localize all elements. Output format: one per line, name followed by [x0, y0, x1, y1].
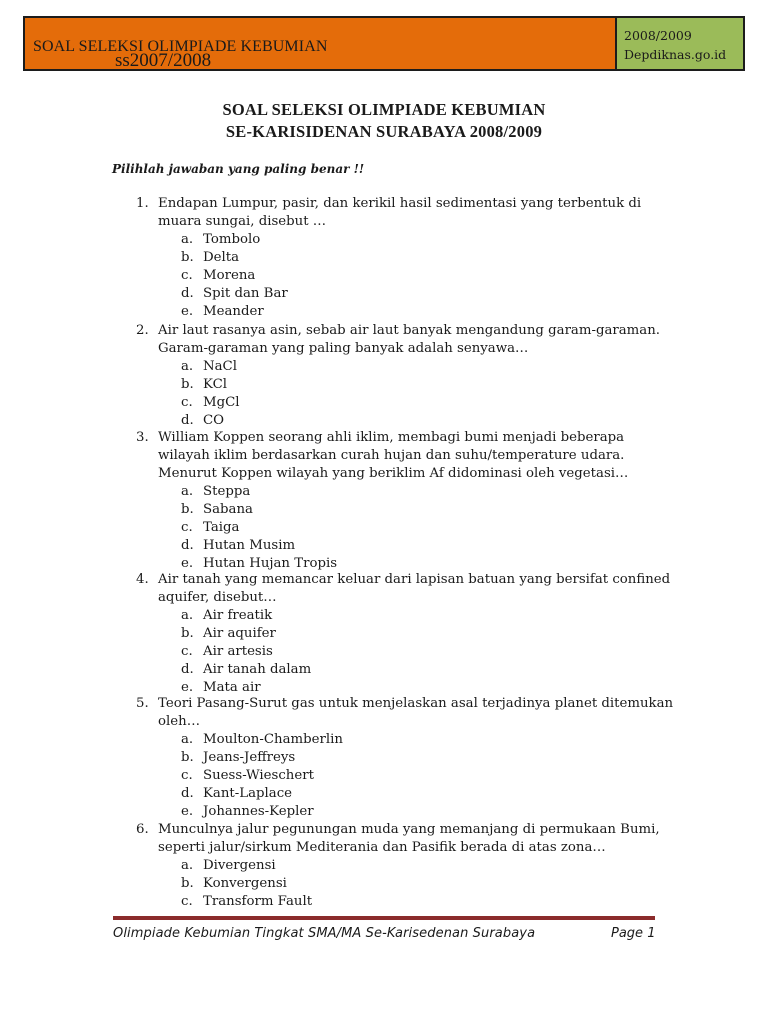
option-list [181, 857, 676, 911]
option-letter: a. [181, 608, 194, 623]
option-letter: e. [181, 556, 194, 571]
answer-option [181, 785, 676, 803]
option-letter: c. [181, 520, 193, 535]
footer-rule [113, 916, 655, 920]
option-text: Spit dan Bar [203, 286, 288, 301]
header-year: 2008/2009 [624, 28, 692, 43]
document-title-line1: SOAL SELEKSI OLIMPIADE KEBUMIAN [222, 100, 546, 119]
question-text: William Koppen seorang ahli iklim, membagi bumi menjadi beberapa wilayah iklim berdasarkan curah hujan dan suhu/temperature udara. Menurut Koppen wilayah yang beriklim Af didominasi oleh vegetasi… [158, 430, 629, 481]
answer-option [181, 303, 676, 321]
option-text: NaCl [203, 359, 237, 374]
option-text: Air freatik [203, 608, 273, 623]
option-text: Morena [203, 268, 256, 283]
option-text: Air artesis [203, 644, 273, 659]
option-text: Tombolo [203, 232, 261, 247]
question-text: Air laut rasanya asin, sebab air laut banyak mengandung garam-garaman. Garam-garaman yang paling banyak adalah senyawa… [158, 323, 661, 356]
answer-option [181, 767, 676, 785]
page-number: Page 1 [611, 926, 656, 941]
option-letter: c. [181, 894, 193, 909]
option-letter: c. [181, 644, 193, 659]
question-item [136, 571, 676, 697]
question-item [136, 429, 676, 573]
answer-option [181, 893, 676, 911]
option-text: KCl [203, 377, 228, 392]
option-list [181, 483, 676, 573]
question-number: 6. [136, 822, 149, 837]
page-header [23, 16, 745, 71]
option-letter: b. [181, 876, 194, 891]
answer-option [181, 661, 676, 679]
option-letter: b. [181, 750, 194, 765]
option-letter: a. [181, 484, 194, 499]
option-text: Taiga [203, 520, 240, 535]
option-text: Steppa [203, 484, 251, 499]
answer-option [181, 501, 676, 519]
answer-option [181, 376, 676, 394]
header-title: SOAL SELEKSI OLIMPIADE KEBUMIAN [33, 38, 328, 55]
answer-option [181, 857, 676, 875]
option-text: Johannes-Kepler [203, 804, 314, 819]
header-subtitle: ss2007/2008 [115, 50, 212, 71]
answer-option [181, 643, 676, 661]
option-text: Konvergensi [203, 876, 287, 891]
option-text: Transform Fault [203, 894, 313, 909]
question-item [136, 195, 676, 321]
answer-option [181, 537, 676, 555]
option-letter: a. [181, 858, 194, 873]
question-number: 4. [136, 572, 149, 587]
option-list [181, 231, 676, 321]
option-text: Air aquifer [203, 626, 276, 641]
answer-option [181, 875, 676, 893]
option-text: CO [203, 413, 225, 428]
option-letter: a. [181, 359, 194, 374]
option-text: MgCl [203, 395, 240, 410]
option-letter: b. [181, 626, 194, 641]
header-site: Depdiknas.go.id [624, 47, 727, 62]
answer-option [181, 285, 676, 303]
option-letter: d. [181, 286, 194, 301]
option-letter: d. [181, 786, 194, 801]
option-text: Air tanah dalam [203, 662, 312, 677]
answer-option [181, 267, 676, 285]
question-text: Teori Pasang-Surut gas untuk menjelaskan asal terjadinya planet ditemukan oleh… [158, 696, 674, 729]
option-list [181, 358, 676, 430]
question-text: Endapan Lumpur, pasir, dan kerikil hasil sedimentasi yang terbentuk di muara sungai, disebut … [158, 196, 642, 229]
instruction-text: Pilihlah jawaban yang paling benar !! [112, 162, 365, 176]
answer-option [181, 358, 676, 376]
question-item [136, 821, 676, 911]
option-text: Moulton-Chamberlin [203, 732, 343, 747]
option-text: Suess-Wieschert [203, 768, 314, 783]
option-text: Hutan Musim [203, 538, 296, 553]
answer-option [181, 731, 676, 749]
answer-option [181, 231, 676, 249]
option-letter: a. [181, 732, 194, 747]
answer-option [181, 519, 676, 537]
answer-option [181, 412, 676, 430]
question-number: 2. [136, 323, 149, 338]
answer-option [181, 249, 676, 267]
answer-option [181, 625, 676, 643]
option-letter: a. [181, 232, 194, 247]
option-letter: b. [181, 250, 194, 265]
option-text: Delta [203, 250, 240, 265]
option-letter: b. [181, 502, 194, 517]
question-number: 1. [136, 196, 149, 211]
option-text: Meander [203, 304, 264, 319]
option-list [181, 607, 676, 697]
header-info-block [617, 18, 743, 69]
option-letter: c. [181, 395, 193, 410]
answer-option [181, 483, 676, 501]
document-title-line2: SE-KARISIDENAN SURABAYA 2008/2009 [225, 122, 543, 141]
option-text: Divergensi [203, 858, 276, 873]
option-list [181, 731, 676, 821]
answer-option [181, 803, 676, 821]
answer-option [181, 749, 676, 767]
footer-text: Olimpiade Kebumian Tingkat SMA/MA Se-Karisedenan Surabaya [113, 926, 536, 941]
option-text: Kant-Laplace [203, 786, 293, 801]
option-letter: d. [181, 413, 194, 428]
question-number: 3. [136, 430, 149, 445]
option-text: Jeans-Jeffreys [203, 750, 296, 765]
option-text: Hutan Hujan Tropis [203, 556, 338, 571]
question-text: Munculnya jalur pegunungan muda yang memanjang di permukaan Bumi, seperti jalur/sirkum Mediterania dan Pasifik berada di atas zona… [158, 822, 660, 855]
question-item [136, 322, 676, 430]
option-letter: e. [181, 304, 194, 319]
question-number: 5. [136, 696, 149, 711]
question-item [136, 695, 676, 821]
header-title-block [25, 18, 617, 69]
option-letter: e. [181, 680, 194, 695]
option-letter: c. [181, 768, 193, 783]
option-text: Sabana [203, 502, 253, 517]
option-letter: c. [181, 268, 193, 283]
option-letter: e. [181, 804, 194, 819]
option-letter: d. [181, 662, 194, 677]
option-letter: b. [181, 377, 194, 392]
option-text: Mata air [203, 680, 261, 695]
option-letter: d. [181, 538, 194, 553]
answer-option [181, 394, 676, 412]
question-text: Air tanah yang memancar keluar dari lapisan batuan yang bersifat confined aquifer, disebut… [158, 572, 671, 605]
answer-option [181, 607, 676, 625]
